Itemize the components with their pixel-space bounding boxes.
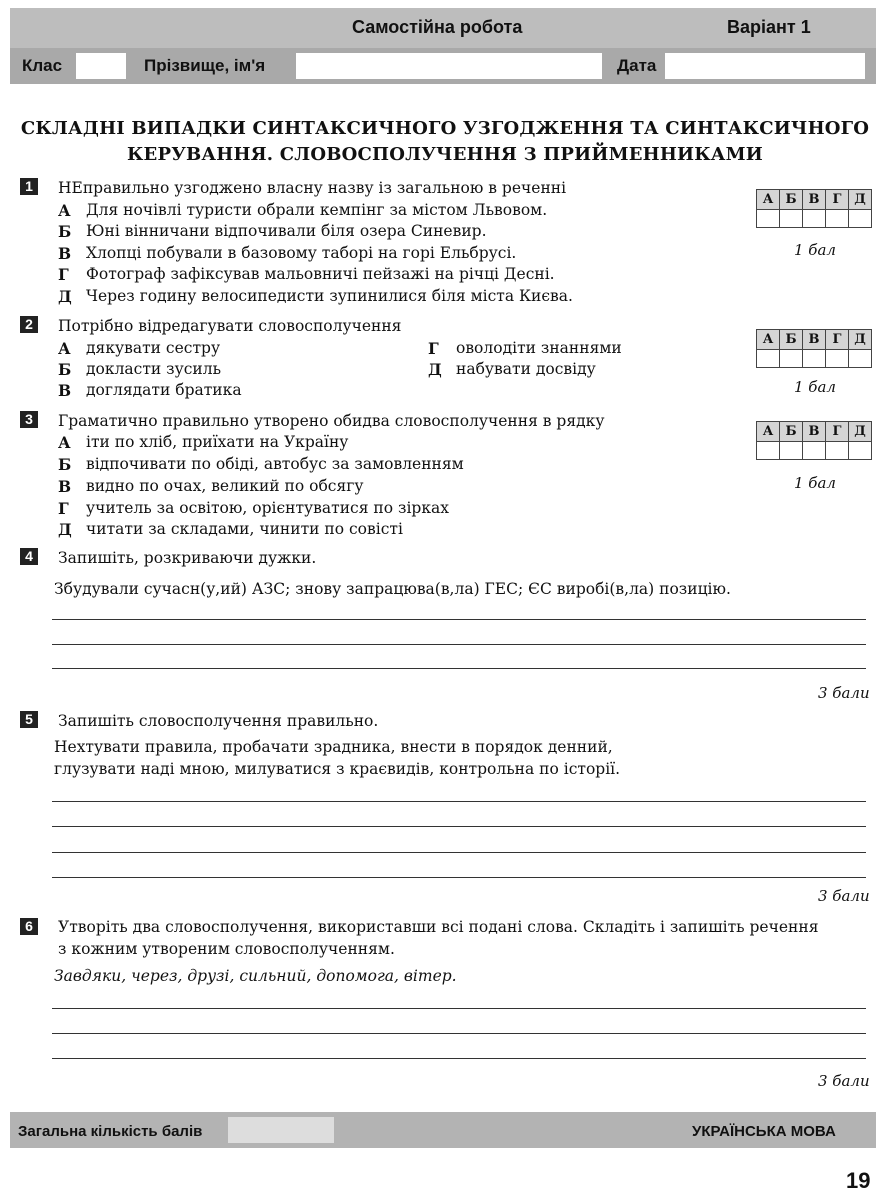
answer-cell[interactable] bbox=[780, 210, 803, 228]
title-line-1: СКЛАДНІ ВИПАДКИ СИНТАКСИЧНОГО УЗГОДЖЕННЯ ТА СИНТАКСИЧНОГО bbox=[20, 118, 870, 139]
answer-line[interactable] bbox=[52, 1058, 866, 1059]
q2-option-d: набувати досвіду bbox=[456, 360, 596, 378]
question-4-number: 4 bbox=[20, 548, 38, 565]
q1-option-b: Юні вінничани відпочивали біля озера Синевир. bbox=[86, 222, 487, 240]
answer-cell[interactable] bbox=[757, 210, 780, 228]
answer-cell[interactable] bbox=[757, 442, 780, 460]
q2-option-letter: Д bbox=[428, 360, 442, 379]
answer-cell[interactable] bbox=[780, 350, 803, 368]
answer-line[interactable] bbox=[52, 877, 866, 878]
question-5-number: 5 bbox=[20, 711, 38, 728]
answer-letter: В bbox=[803, 190, 826, 210]
subject-label: УКРАЇНСЬКА МОВА bbox=[692, 1123, 836, 1140]
answer-letter: Г bbox=[826, 422, 849, 442]
answer-line[interactable] bbox=[52, 619, 866, 620]
answer-cell[interactable] bbox=[826, 350, 849, 368]
q1-option-letter: В bbox=[58, 244, 72, 263]
q5-points: 3 бали bbox=[818, 887, 870, 905]
question-4-text: Запишіть, розкриваючи дужки. bbox=[58, 549, 317, 567]
page-number: 19 bbox=[846, 1168, 871, 1193]
question-2-number: 2 bbox=[20, 316, 38, 333]
name-label: Прізвище, ім'я bbox=[144, 56, 266, 75]
q3-option-a: іти по хліб, приїхати на Україну bbox=[86, 433, 349, 451]
answer-letter: А bbox=[757, 190, 780, 210]
answer-line[interactable] bbox=[52, 668, 866, 669]
page-title bbox=[20, 116, 870, 168]
question-4-task: Збудували сучасн(у,ий) АЗС; знову запрацюва(в,ла) ГЕС; ЄС виробі(в,ла) позицію. bbox=[54, 580, 731, 598]
q2-option-a: дякувати сестру bbox=[86, 339, 221, 357]
q1-option-v: Хлопці побували в базовому таборі на горі Ельбрусі. bbox=[86, 244, 517, 262]
date-label: Дата bbox=[617, 56, 657, 75]
answer-line[interactable] bbox=[52, 1033, 866, 1034]
question-6-text-line-2: з кожним утвореним словосполученням. bbox=[58, 940, 395, 958]
q2-option-b: докласти зусиль bbox=[86, 360, 222, 378]
question-1-text: НЕправильно узгоджено власну назву із загальною в реченні bbox=[58, 179, 567, 197]
answer-cell[interactable] bbox=[849, 210, 872, 228]
q1-option-letter: Д bbox=[58, 287, 72, 306]
answer-letter: В bbox=[803, 422, 826, 442]
answer-letter: Д bbox=[849, 422, 872, 442]
answer-cell[interactable] bbox=[826, 442, 849, 460]
answer-letter: Б bbox=[780, 330, 803, 350]
q1-points: 1 бал bbox=[794, 241, 836, 259]
answer-cell[interactable] bbox=[826, 210, 849, 228]
answer-line[interactable] bbox=[52, 801, 866, 802]
answer-cell[interactable] bbox=[849, 442, 872, 460]
answer-letter: Д bbox=[849, 190, 872, 210]
class-label: Клас bbox=[22, 56, 63, 75]
q2-option-letter: Г bbox=[428, 339, 439, 358]
answer-letter: Б bbox=[780, 422, 803, 442]
q3-answer-grid bbox=[756, 421, 872, 460]
answer-cell[interactable] bbox=[803, 442, 826, 460]
q1-option-letter: Г bbox=[58, 265, 69, 284]
title-line-2: КЕРУВАННЯ. СЛОВОСПОЛУЧЕННЯ З ПРИЙМЕННИКАМИ bbox=[126, 144, 763, 165]
q3-option-g: учитель за освітою, орієнтуватися по зірках bbox=[86, 499, 450, 517]
q3-option-b: відпочивати по обіді, автобус за замовленням bbox=[86, 455, 464, 473]
answer-letter: Г bbox=[826, 330, 849, 350]
answer-cell[interactable] bbox=[849, 350, 872, 368]
q3-option-v: видно по очах, великий по обсягу bbox=[86, 477, 364, 495]
class-field[interactable] bbox=[76, 53, 126, 79]
question-5-task-line-2: глузувати наді мною, милуватися з краєвидів, контрольна по історії. bbox=[54, 760, 621, 778]
q1-option-d: Через годину велосипедисти зупинилися біля міста Києва. bbox=[86, 287, 573, 305]
q2-option-g: оволодіти знаннями bbox=[456, 339, 622, 357]
answer-line[interactable] bbox=[52, 644, 866, 645]
q2-option-letter: А bbox=[58, 339, 71, 358]
q1-option-letter: Б bbox=[58, 222, 72, 241]
work-title: Самостійна робота bbox=[352, 17, 523, 37]
answer-letter: Г bbox=[826, 190, 849, 210]
q1-option-a: Для ночівлі туристи обрали кемпінг за містом Львовом. bbox=[86, 201, 548, 219]
q3-points: 1 бал bbox=[794, 474, 836, 492]
question-3-number: 3 bbox=[20, 411, 38, 428]
question-3-text: Граматично правильно утворено обидва словосполучення в рядку bbox=[58, 412, 605, 430]
q2-option-v: доглядати братика bbox=[86, 381, 242, 399]
q2-points: 1 бал bbox=[794, 378, 836, 396]
answer-line[interactable] bbox=[52, 852, 866, 853]
answer-letter: Б bbox=[780, 190, 803, 210]
answer-cell[interactable] bbox=[780, 442, 803, 460]
name-field[interactable] bbox=[296, 53, 602, 79]
total-points-field[interactable] bbox=[228, 1117, 334, 1143]
q4-points: 3 бали bbox=[818, 684, 870, 702]
variant-label: Варіант 1 bbox=[727, 17, 811, 37]
q2-option-letter: Б bbox=[58, 360, 72, 379]
answer-letter: А bbox=[757, 330, 780, 350]
q1-option-g: Фотограф зафіксував мальовничі пейзажі на річці Десні. bbox=[86, 265, 555, 283]
question-5-task-line-1: Нехтувати правила, пробачати зрадника, внести в порядок денний, bbox=[54, 738, 613, 756]
total-points-label: Загальна кількість балів bbox=[18, 1123, 203, 1140]
question-2-text: Потрібно відредагувати словосполучення bbox=[58, 317, 402, 335]
q3-option-letter: Б bbox=[58, 455, 72, 474]
q1-option-letter: А bbox=[58, 201, 71, 220]
answer-letter: А bbox=[757, 422, 780, 442]
answer-cell[interactable] bbox=[803, 210, 826, 228]
q6-points: 3 бали bbox=[818, 1072, 870, 1090]
q2-option-letter: В bbox=[58, 381, 72, 400]
question-1-number: 1 bbox=[20, 178, 38, 195]
q3-option-letter: В bbox=[58, 477, 72, 496]
question-5-text: Запишіть словосполучення правильно. bbox=[58, 712, 379, 730]
answer-letter: Д bbox=[849, 330, 872, 350]
date-field[interactable] bbox=[665, 53, 865, 79]
q1-answer-grid bbox=[756, 189, 872, 228]
q3-option-letter: А bbox=[58, 433, 71, 452]
q3-option-letter: Г bbox=[58, 499, 69, 518]
answer-letter: В bbox=[803, 330, 826, 350]
q2-answer-grid bbox=[756, 329, 872, 368]
answer-cell[interactable] bbox=[803, 350, 826, 368]
q3-option-letter: Д bbox=[58, 520, 72, 539]
question-6-text-line-1: Утворіть два словосполучення, використавши всі подані слова. Складіть і запишіть речення bbox=[58, 918, 819, 936]
question-6-task: Завдяки, через, друзі, сильний, допомога, вітер. bbox=[54, 967, 457, 985]
answer-cell[interactable] bbox=[757, 350, 780, 368]
answer-line[interactable] bbox=[52, 1008, 866, 1009]
question-6-number: 6 bbox=[20, 918, 38, 935]
answer-line[interactable] bbox=[52, 826, 866, 827]
q3-option-d: читати за складами, чинити по совісті bbox=[86, 520, 403, 538]
